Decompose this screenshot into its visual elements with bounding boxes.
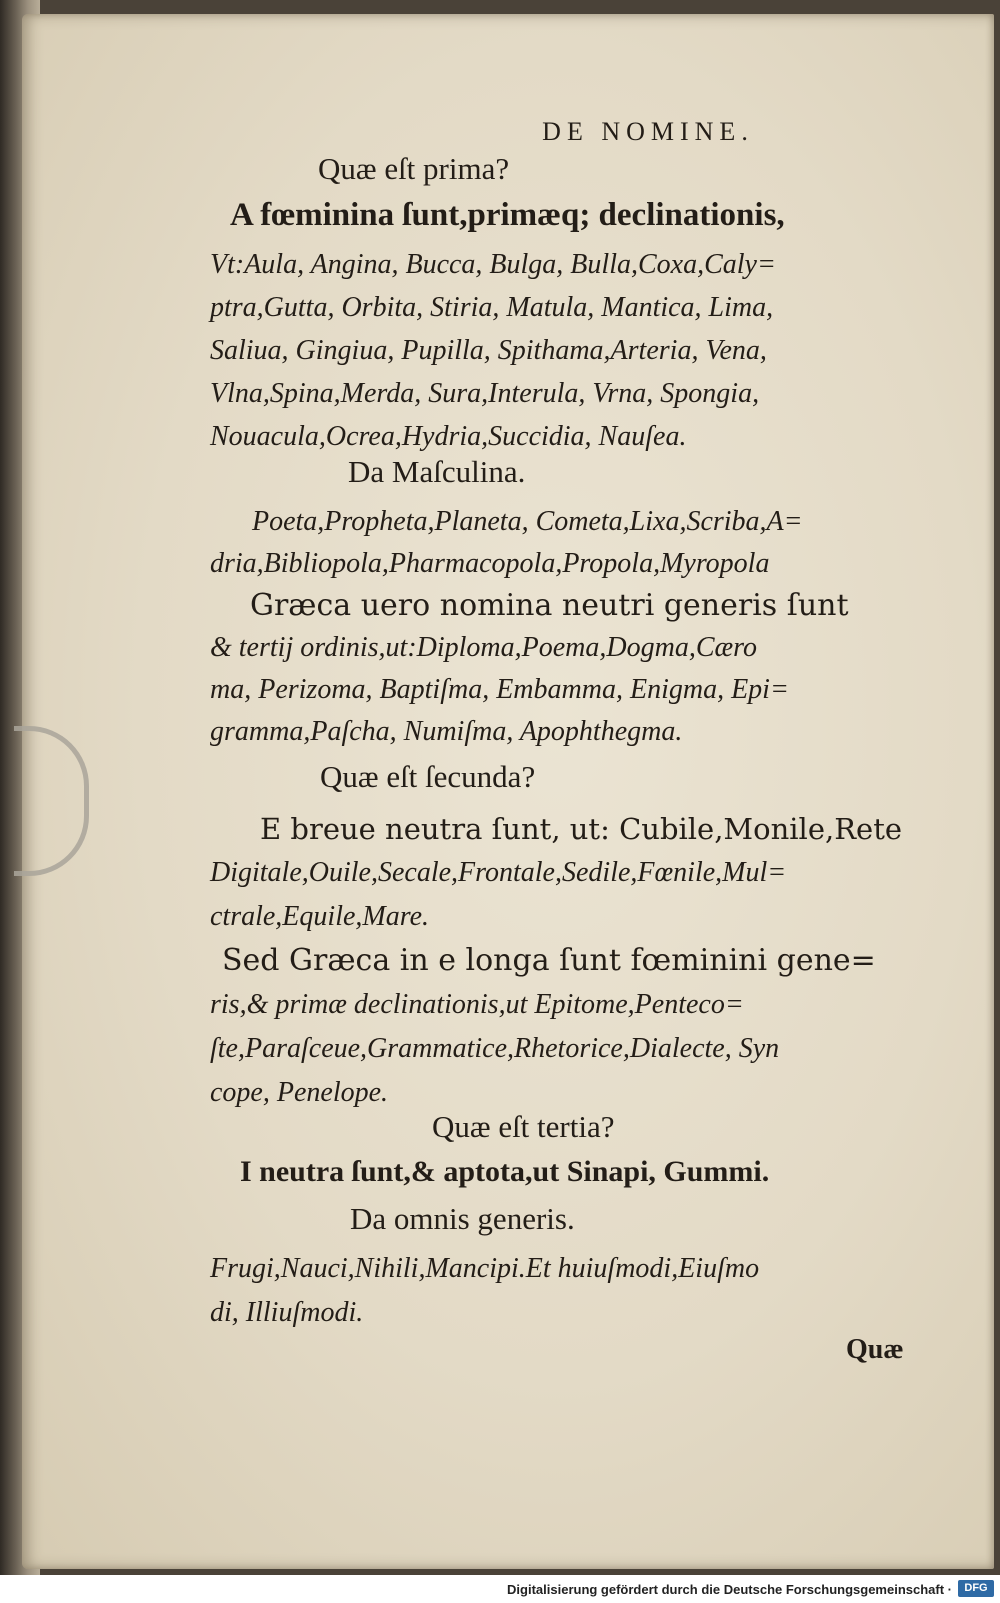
text-line: ma, Perizoma, Baptiſma, Embamma, Enigma, Epi= bbox=[210, 674, 789, 705]
text-line: ptra,Gutta, Orbita, Stiria, Matula, Mantica, Lima, bbox=[210, 292, 774, 323]
running-head: DE NOMINE. bbox=[542, 117, 754, 146]
text-line: di, Illiuſmodi. bbox=[210, 1297, 364, 1328]
text-line: Saliua, Gingiua, Pupilla, Spithama,Arteria, Vena, bbox=[210, 335, 767, 366]
tertia-list bbox=[210, 1247, 759, 1335]
text-line: E breue neutra ſunt, ut: Cubile,Monile,Rete bbox=[260, 812, 903, 846]
text-line: Græca uero nomina neutri generis ſunt bbox=[250, 588, 849, 623]
masculina-list bbox=[210, 501, 803, 585]
question-secunda: Quæ eſt ſecunda? bbox=[320, 759, 536, 794]
text-line: gramma,Paſcha, Numiſma, Apophthegma. bbox=[210, 716, 683, 747]
graeca-longa-list bbox=[210, 939, 876, 1115]
question-prima: Quæ eſt prima? bbox=[318, 151, 510, 186]
text-line: cope, Penelope. bbox=[210, 1077, 389, 1108]
prima-list bbox=[210, 243, 776, 458]
heading-masculina: Da Maſculina. bbox=[348, 454, 526, 489]
heading-omnis-generis: Da omnis generis. bbox=[350, 1201, 575, 1236]
page-clip bbox=[14, 726, 89, 876]
text-line: ſte,Paraſceue,Grammatice,Rhetorice,Dialecte, Syn bbox=[210, 1033, 780, 1064]
text-line: Nouacula,Ocrea,Hydria,Succidia, Nauſea. bbox=[210, 421, 687, 452]
secunda-list bbox=[210, 807, 902, 939]
text-line: Vt:Aula, Angina, Bucca, Bulga, Bulla,Coxa,Caly= bbox=[210, 249, 776, 280]
text-line: & tertij ordinis,ut:Diploma,Poema,Dogma,Cæro bbox=[210, 632, 758, 663]
lead-tertia: I neutra ſunt,& aptota,ut Sinapi, Gummi. bbox=[240, 1155, 770, 1188]
book-page bbox=[22, 14, 994, 1569]
question-tertia: Quæ eſt tertia? bbox=[432, 1109, 615, 1144]
text-line: Vlna,Spina,Merda, Sura,Interula, Vrna, Spongia, bbox=[210, 378, 760, 409]
text-line: Frugi,Nauci,Nihili,Mancipi.Et huiuſmodi,Eiuſmo bbox=[210, 1253, 760, 1284]
text-line: Digitale,Ouile,Secale,Frontale,Sedile,Fœnile,Mul= bbox=[210, 857, 787, 888]
text-line: ctrale,Equile,Mare. bbox=[210, 901, 430, 932]
catchword: Quæ bbox=[846, 1334, 904, 1365]
lead-prima: A fœminina ſunt,primæq; declinationis, bbox=[230, 197, 785, 233]
footer-bar bbox=[0, 1575, 1000, 1603]
text-line: dria,Bibliopola,Pharmacopola,Propola,Myropola bbox=[210, 548, 770, 579]
funding-notice: Digitalisierung gefördert durch die Deutsche Forschungsgemeinschaft · bbox=[507, 1582, 952, 1597]
dfg-logo: DFG bbox=[958, 1580, 994, 1597]
text-line: ris,& primæ declinationis,ut Epitome,Penteco= bbox=[210, 989, 744, 1020]
text-line: Sed Græca in e longa ſunt fœminini gene= bbox=[222, 943, 876, 978]
graeca-neutra-list bbox=[210, 585, 849, 753]
text-line: Poeta,Propheta,Planeta, Cometa,Lixa,Scriba,A= bbox=[252, 506, 803, 537]
